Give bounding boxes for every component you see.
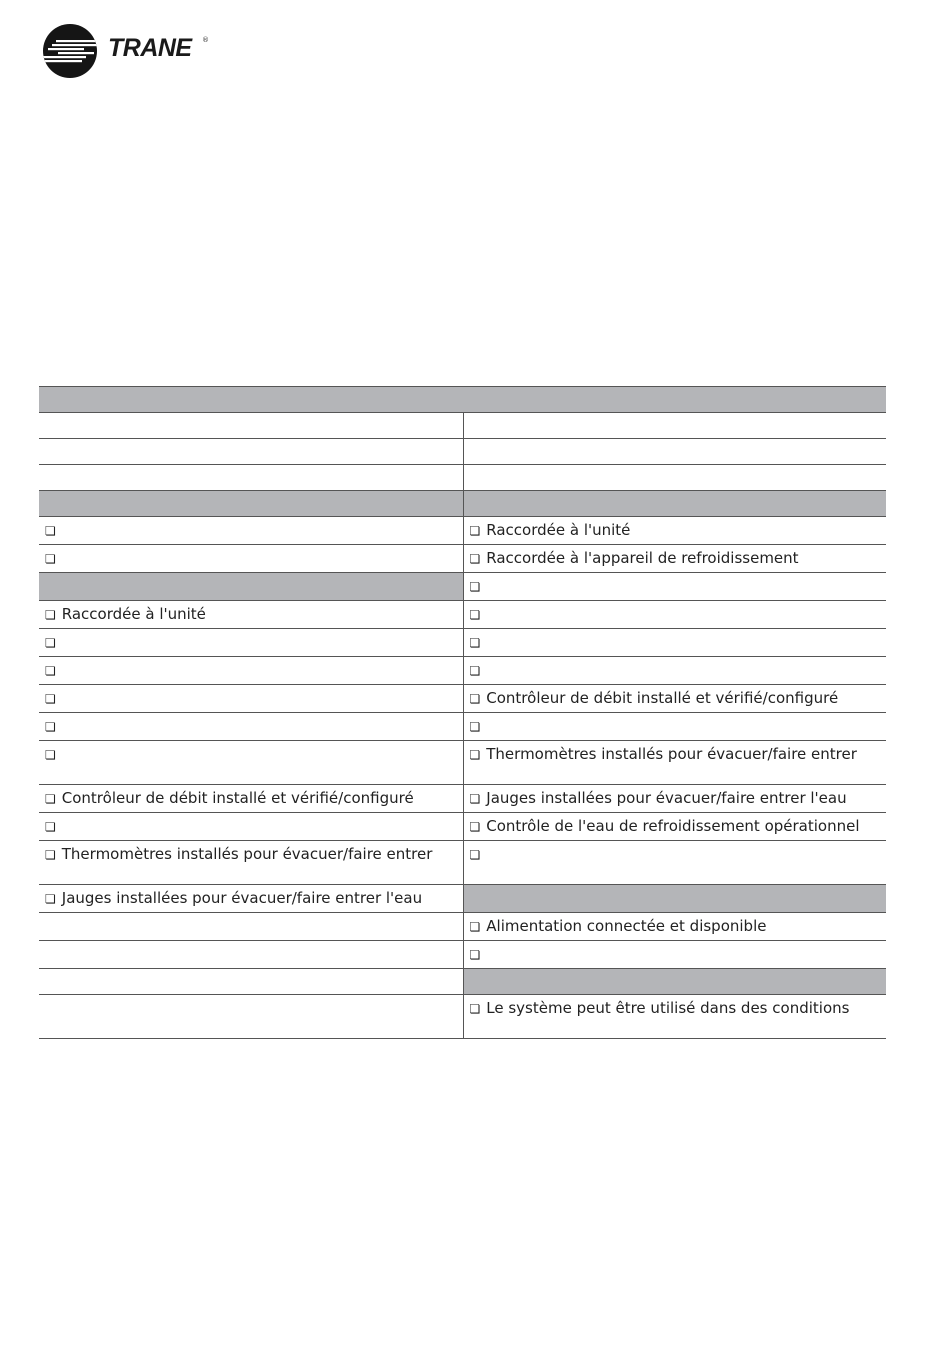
checkbox-icon[interactable]: ❏ [469, 524, 481, 538]
checkbox-icon[interactable]: ❏ [469, 580, 481, 594]
checklist-cell-left [39, 517, 463, 545]
checklist-cell-right [463, 545, 886, 573]
checklist-item-label: Raccordée à l'appareil de refroidissement [486, 549, 799, 567]
checkbox-icon[interactable]: ❏ [469, 720, 481, 734]
checklist-row [39, 713, 886, 741]
checklist-cell-left [39, 685, 463, 713]
checklist-cell-right [463, 741, 886, 785]
checklist-cell-left [39, 601, 463, 629]
checklist-cell-left [39, 713, 463, 741]
checklist-row [39, 913, 886, 941]
checkbox-icon[interactable]: ❏ [45, 552, 56, 566]
checklist-cell-left [39, 941, 463, 969]
section-header [463, 969, 886, 995]
checkbox-icon[interactable]: ❏ [45, 636, 56, 650]
checklist-row [39, 413, 886, 439]
checklist-cell-right [463, 465, 886, 491]
checklist-cell-left [39, 657, 463, 685]
checklist-cell-right [463, 601, 886, 629]
checklist-row [39, 629, 886, 657]
checklist-cell-right [463, 685, 886, 713]
checklist-row [39, 491, 886, 517]
checklist-row [39, 685, 886, 713]
checklist-cell-left [39, 785, 463, 813]
checkbox-icon[interactable]: ❏ [45, 664, 56, 678]
checklist-row [39, 545, 886, 573]
checkbox-icon[interactable]: ❏ [469, 820, 481, 834]
checklist-cell-left [39, 885, 463, 913]
checklist-item-label: Thermomètres installés pour évacuer/faire entrer [486, 745, 857, 763]
checklist-item-label: Jauges installées pour évacuer/faire entrer l'eau [61, 889, 423, 907]
checklist-cell-left [39, 995, 463, 1039]
checklist-row [39, 813, 886, 841]
checklist-row [39, 969, 886, 995]
checklist-cell-right [463, 517, 886, 545]
checklist-cell-left [39, 969, 463, 995]
registered-mark: ® [202, 36, 209, 44]
checklist-item-label: Raccordée à l'unité [486, 521, 631, 539]
checkbox-icon[interactable]: ❏ [45, 820, 56, 834]
checklist-row [39, 601, 886, 629]
checklist-item-label: Contrôleur de débit installé et vérifié/configuré [61, 789, 414, 807]
checklist-cell-right [463, 941, 886, 969]
checklist-cell-left [39, 465, 463, 491]
checkbox-icon[interactable]: ❏ [469, 948, 481, 962]
checkbox-icon[interactable]: ❏ [469, 920, 481, 934]
checklist-cell-right [463, 439, 886, 465]
checklist-item-label: Contrôle de l'eau de refroidissement opérationnel [486, 817, 860, 835]
checklist-cell-right [463, 573, 886, 601]
checklist-cell-right [463, 413, 886, 439]
checkbox-icon[interactable]: ❏ [469, 1002, 481, 1016]
checklist-row [39, 657, 886, 685]
checklist-item-label: Jauges installées pour évacuer/faire entrer l'eau [486, 789, 847, 807]
checklist-row [39, 885, 886, 913]
checklist-item-label: Contrôleur de débit installé et vérifié/configuré [486, 689, 839, 707]
checklist-cell-right [463, 813, 886, 841]
checklist-row [39, 841, 886, 885]
checklist-cell-left [39, 413, 463, 439]
checklist-cell-left [39, 439, 463, 465]
checkbox-icon[interactable]: ❏ [469, 636, 481, 650]
checklist-cell-right [463, 785, 886, 813]
trane-circle-icon [42, 22, 100, 80]
checklist-cell-left [39, 629, 463, 657]
checklist-cell-left [39, 813, 463, 841]
checkbox-icon[interactable]: ❏ [45, 720, 56, 734]
checkbox-icon[interactable]: ❏ [45, 608, 56, 622]
checkbox-icon[interactable]: ❏ [469, 692, 481, 706]
checklist-item-label: Le système peut être utilisé dans des conditions [486, 999, 850, 1017]
checklist-row [39, 387, 886, 413]
checklist-cell-right [463, 995, 886, 1039]
checkbox-icon[interactable]: ❏ [469, 748, 481, 762]
checkbox-icon[interactable]: ❏ [469, 792, 481, 806]
checklist-cell-right [463, 713, 886, 741]
checklist-item-label: Thermomètres installés pour évacuer/faire entrer [61, 845, 433, 863]
section-header [39, 387, 886, 413]
checklist-cell-right [463, 657, 886, 685]
checklist-row [39, 573, 886, 601]
checklist-cell-right [463, 913, 886, 941]
checkbox-icon[interactable]: ❏ [45, 524, 56, 538]
checklist-row [39, 785, 886, 813]
section-header [463, 885, 886, 913]
checkbox-icon[interactable]: ❏ [45, 748, 56, 762]
section-header [463, 491, 886, 517]
checkbox-icon[interactable]: ❏ [469, 608, 481, 622]
checklist-cell-left [39, 913, 463, 941]
checkbox-icon[interactable]: ❏ [469, 664, 481, 678]
checkbox-icon[interactable]: ❏ [45, 848, 56, 862]
checkbox-icon[interactable]: ❏ [45, 792, 56, 806]
checklist-cell-left [39, 741, 463, 785]
checklist-row [39, 439, 886, 465]
checklist-cell-left [39, 545, 463, 573]
checklist-item-label: Alimentation connectée et disponible [486, 917, 767, 935]
section-header [39, 491, 463, 517]
checklist-row [39, 941, 886, 969]
checklist-cell-left [39, 841, 463, 885]
checklist-table [39, 386, 886, 1039]
checklist-row [39, 517, 886, 545]
checklist-row [39, 465, 886, 491]
checklist-item-label: Raccordée à l'unité [61, 605, 206, 623]
section-header [39, 573, 463, 601]
checklist-cell-right [463, 629, 886, 657]
checkbox-icon[interactable]: ❏ [45, 692, 56, 706]
brand-name: TRANE [108, 34, 192, 62]
trane-logo [42, 22, 222, 80]
checklist-row [39, 741, 886, 785]
checklist-cell-right [463, 841, 886, 885]
checkbox-icon[interactable]: ❏ [469, 552, 481, 566]
checkbox-icon[interactable]: ❏ [45, 892, 56, 906]
checkbox-icon[interactable]: ❏ [469, 848, 481, 862]
checklist-row [39, 995, 886, 1039]
